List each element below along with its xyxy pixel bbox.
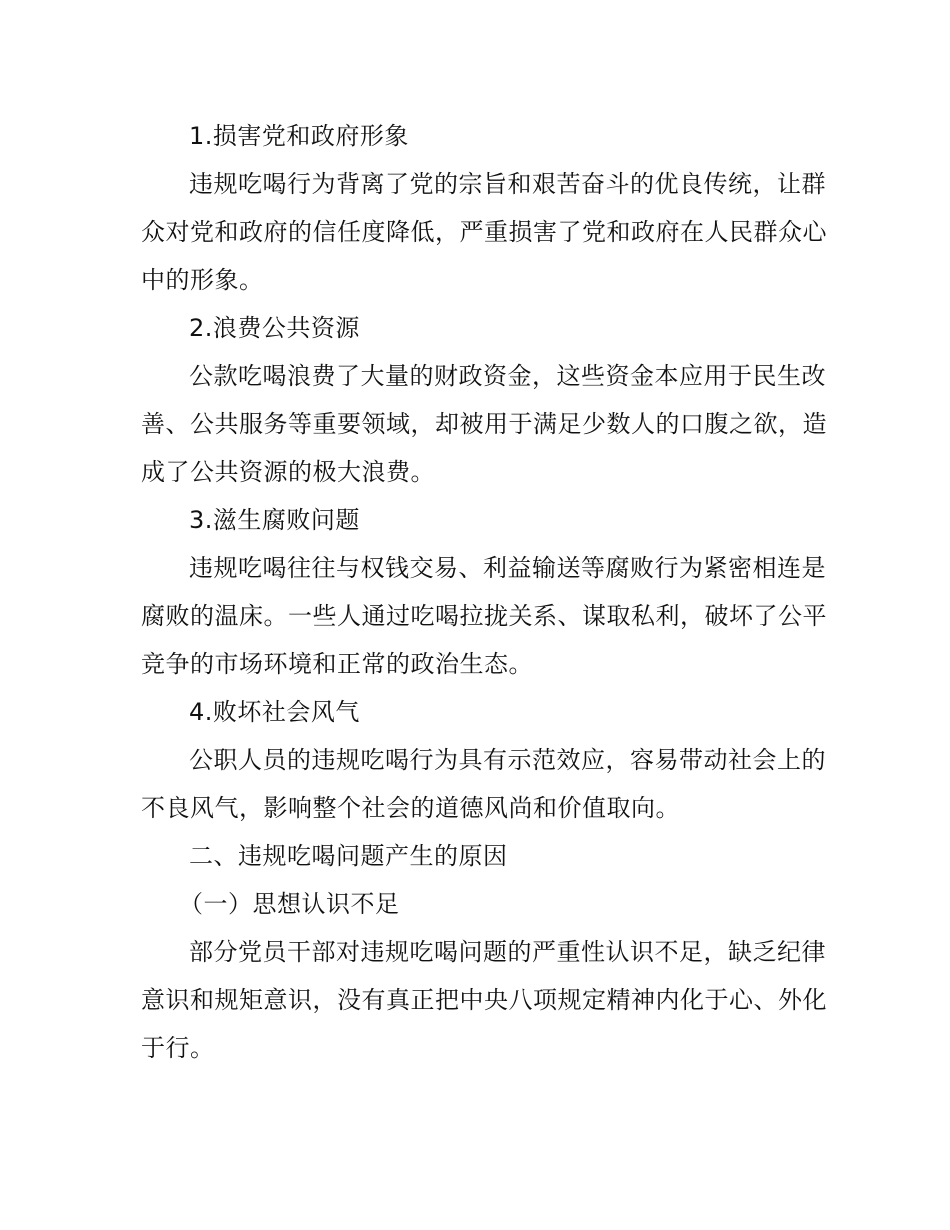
subsection-heading-insufficient-awareness: （一）思想认识不足 bbox=[179, 890, 400, 918]
section-heading-waste-resources: 2.浪费公共资源 bbox=[189, 314, 360, 342]
paragraph-insufficient-awareness: 部分党员干部对违规吃喝问题的严重性认识不足，缺乏纪律意识和规矩意识，没有真正把中央八项规定精神内化于心、外化于行。 bbox=[141, 938, 827, 1062]
paragraph-social-ethos: 公职人员的违规吃喝行为具有示范效应，容易带动社会上的不良风气，影响整个社会的道德风尚和价值取向。 bbox=[141, 746, 826, 822]
paragraph-waste-resources: 公款吃喝浪费了大量的财政资金，这些资金本应用于民生改善、公共服务等重要领域，却被用于满足少数人的口腹之欲，造成了公共资源的极大浪费。 bbox=[141, 362, 827, 486]
section-heading-damage-image: 1.损害党和政府形象 bbox=[189, 122, 409, 150]
section-heading-breed-corruption: 3.滋生腐败问题 bbox=[189, 506, 360, 534]
section-heading-social-ethos: 4.败坏社会风气 bbox=[189, 698, 360, 726]
document-body bbox=[141, 112, 831, 1072]
paragraph-breed-corruption: 违规吃喝往往与权钱交易、利益输送等腐败行为紧密相连是腐败的温床。一些人通过吃喝拉拢关系、谋取私利，破坏了公平竞争的市场环境和正常的政治生态。 bbox=[141, 554, 827, 678]
paragraph-damage-image: 违规吃喝行为背离了党的宗旨和艰苦奋斗的优良传统，让群众对党和政府的信任度降低，严重损害了党和政府在人民群众心中的形象。 bbox=[141, 170, 827, 294]
chapter-heading-causes: 二、违规吃喝问题产生的原因 bbox=[189, 842, 508, 870]
